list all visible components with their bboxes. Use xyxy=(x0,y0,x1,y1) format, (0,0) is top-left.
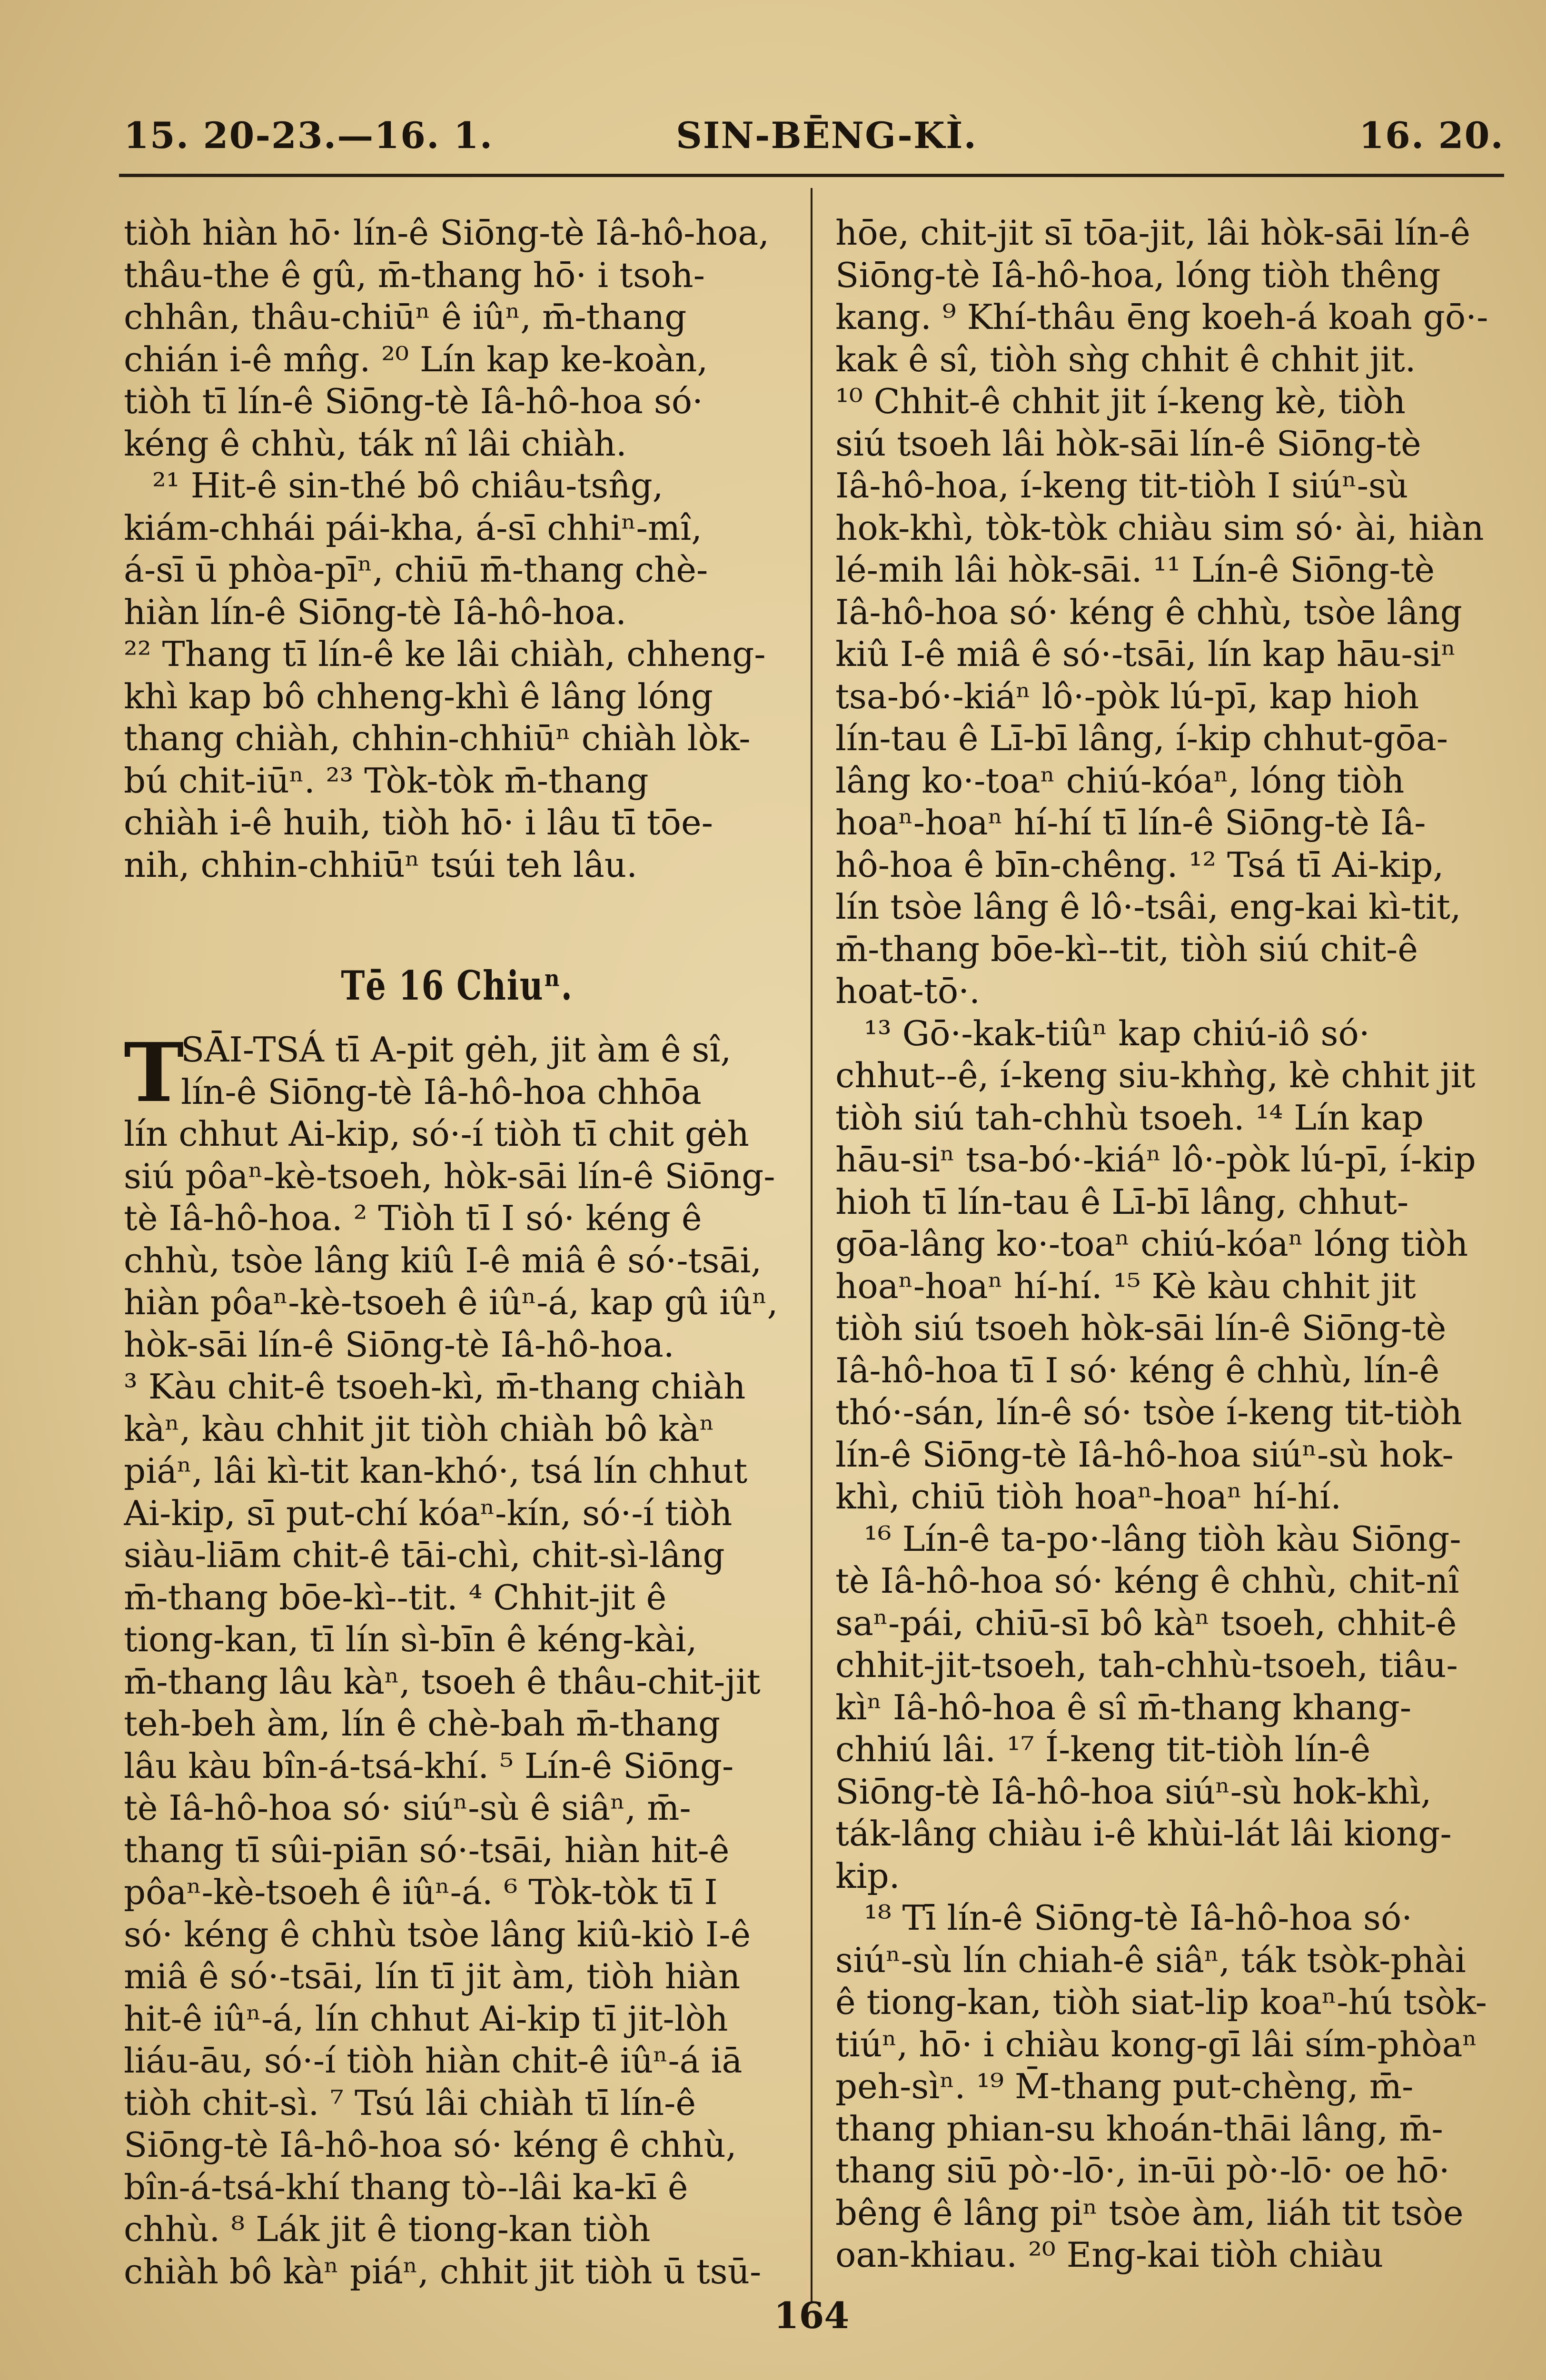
text-line: hiàn pôaⁿ-kè-tsoeh ê iûⁿ-á, kap gû iûⁿ, xyxy=(124,1282,778,1322)
right-column xyxy=(835,212,1502,2276)
header-rule xyxy=(119,174,1504,177)
drop-cap-lines xyxy=(124,1025,790,1121)
text-line: tè Iâ-hô-hoa só· siúⁿ-sù ê siâⁿ, m̄- xyxy=(124,1788,691,1828)
text-line: saⁿ-pái, chiū-sī bô kàⁿ tsoeh, chhit-ê xyxy=(835,1603,1457,1643)
page-number: 164 xyxy=(773,2294,850,2337)
text-line: siú pôaⁿ-kè-tsoeh, hòk-sāi lín-ê Siōng- xyxy=(124,1156,775,1196)
text-line: tiòh siú tsoeh hòk-sāi lín-ê Siōng-tè xyxy=(835,1308,1447,1348)
text-line: peh-sìⁿ. ¹⁹ M̄-thang put-chèng, m̄- xyxy=(835,2066,1414,2106)
text-line: só· kéng ê chhù tsòe lâng kiû-kiò I-ê xyxy=(124,1914,751,1954)
text-line: chhiú lâi. ¹⁷ Í-keng tit-tiòh lín-ê xyxy=(835,1729,1371,1769)
text-line: siú tsoeh lâi hòk-sāi lín-ê Siōng-tè xyxy=(835,423,1421,464)
text-line: chiàh bô kàⁿ piáⁿ, chhit jit tiòh ū tsū- xyxy=(124,2251,762,2291)
text-line: Iâ-hô-hoa só· kéng ê chhù, tsòe lâng xyxy=(835,592,1462,632)
text-line: lín-tau ê Lī-bī lâng, í-kip chhut-gōa- xyxy=(835,718,1448,758)
text-line: lín-ê Siōng-tè Iâ-hô-hoa siúⁿ-sù hok- xyxy=(835,1434,1454,1475)
text-line: Siōng-tè Iâ-hô-hoa siúⁿ-sù hok-khì, xyxy=(835,1771,1432,1812)
text-line: bú chit-iūⁿ. ²³ Tòk-tòk m̄-thang xyxy=(124,760,649,801)
text-line: tiòh chit-sì. ⁷ Tsú lâi chiàh tī lín-ê xyxy=(124,2082,696,2123)
text-line: khì, chiū tiòh hoaⁿ-hoaⁿ hí-hí. xyxy=(835,1477,1342,1517)
text-line: kéng ê chhù, ták nî lâi chiàh. xyxy=(124,423,627,464)
left-column xyxy=(124,212,790,2292)
text-line: tiòh hiàn hō· lín-ê Siōng-tè Iâ-hô-hoa, xyxy=(124,213,770,253)
header-verse-range-right: 16. 20. xyxy=(1359,114,1504,157)
text-line: lâu kàu bîn-á-tsá-khí. ⁵ Lín-ê Siōng- xyxy=(124,1745,734,1786)
text-line: gōa-lâng ko·-toaⁿ chiú-kóaⁿ lóng tiòh xyxy=(835,1224,1468,1264)
text-line: lé-mih lâi hòk-sāi. ¹¹ Lín-ê Siōng-tè xyxy=(835,550,1435,590)
text-line: lâng ko·-toaⁿ chiú-kóaⁿ, lóng tiòh xyxy=(835,760,1405,801)
text-line: hòk-sāi lín-ê Siōng-tè Iâ-hô-hoa. xyxy=(124,1324,674,1365)
text-line: bêng ê lâng piⁿ tsòe àm, liáh tit tsòe xyxy=(835,2192,1464,2233)
left-column-text-before xyxy=(124,212,790,886)
chapter-heading: Tē 16 Chiuⁿ. xyxy=(341,962,573,1009)
text-line: hô-hoa ê bīn-chêng. ¹² Tsá tī Ai-kip, xyxy=(835,844,1444,885)
text-line: siàu-liām chit-ê tāi-chì, chit-sì-lâng xyxy=(124,1535,725,1575)
text-line: lín-ê Siōng-tè Iâ-hô-hoa chhōa xyxy=(181,1071,702,1112)
text-line: hoaⁿ-hoaⁿ hí-hí tī lín-ê Siōng-tè Iâ- xyxy=(835,803,1426,843)
text-line: SĀI-TSÁ tī A-pit gėh, jit àm ê sî, xyxy=(181,1030,732,1070)
text-line: kang. ⁹ Khí-thâu ēng koeh-á koah gō·- xyxy=(835,297,1488,337)
text-line: hiàn lín-ê Siōng-tè Iâ-hô-hoa. xyxy=(124,592,627,632)
running-header xyxy=(124,114,1504,171)
text-line: kiám-chhái pái-kha, á-sī chhiⁿ-mî, xyxy=(124,507,703,548)
text-line: chhù, tsòe lâng kiû I-ê miâ ê só·-tsāi, xyxy=(124,1240,762,1280)
text-line: ¹⁸ Tī lín-ê Siōng-tè Iâ-hô-hoa só· xyxy=(864,1898,1413,1938)
text-line: thó·-sán, lín-ê só· tsòe í-keng tit-tiòh xyxy=(835,1392,1462,1432)
text-line: tiòh siú tah-chhù tsoeh. ¹⁴ Lín kap xyxy=(835,1097,1424,1138)
text-line: piáⁿ, lâi kì-tit kan-khó·, tsá lín chhut xyxy=(124,1451,748,1491)
text-line: lín tsòe lâng ê lô·-tsâi, eng-kai kì-tit, xyxy=(835,887,1461,927)
text-line: chhân, thâu-chiūⁿ ê iûⁿ, m̄-thang xyxy=(124,297,687,337)
text-line: lín chhut Ai-kip, só·-í tiòh tī chit gėh xyxy=(124,1114,749,1154)
text-line: m̄-thang lâu kàⁿ, tsoeh ê thâu-chit-jit xyxy=(124,1661,761,1702)
text-line: kip. xyxy=(835,1855,900,1896)
text-line: Iâ-hô-hoa, í-keng tit-tiòh I siúⁿ-sù xyxy=(835,466,1408,506)
text-line: ták-lâng chiàu i-ê khùi-lát lâi kiong- xyxy=(835,1814,1452,1854)
text-line: ³ Kàu chit-ê tsoeh-kì, m̄-thang chiàh xyxy=(124,1367,746,1407)
text-line: tiúⁿ, hō· i chiàu kong-gī lâi sím-phòaⁿ xyxy=(835,2024,1477,2064)
text-line: chhit-jit-tsoeh, tah-chhù-tsoeh, tiâu- xyxy=(835,1645,1458,1685)
text-line: kàⁿ, kàu chhit jit tiòh chiàh bô kàⁿ xyxy=(124,1408,714,1449)
text-line: ê tiong-kan, tiòh siat-lip koaⁿ-hú tsòk- xyxy=(835,1982,1487,2022)
text-line: thang tī sûi-piān só·-tsāi, hiàn hit-ê xyxy=(124,1830,730,1870)
text-line: hōe, chit-jit sī tōa-jit, lâi hòk-sāi lín-ê xyxy=(835,213,1471,253)
text-line: hit-ê iûⁿ-á, lín chhut Ai-kip tī jit-lòh xyxy=(124,1998,728,2039)
text-line: tiong-kan, tī lín sì-bīn ê kéng-kài, xyxy=(124,1619,697,1659)
drop-cap: T xyxy=(124,1025,184,1121)
text-line: thang phian-su khoán-thāi lâng, m̄- xyxy=(835,2108,1443,2149)
drop-cap-paragraph xyxy=(124,1025,790,1121)
text-line: thang chiàh, chhin-chhiūⁿ chiàh lòk- xyxy=(124,718,751,758)
text-line: ¹⁰ Chhit-ê chhit jit í-keng kè, tiòh xyxy=(835,381,1406,421)
left-column-text-after xyxy=(124,1113,790,2292)
text-line: hāu-siⁿ tsa-bó·-kiáⁿ lô·-pòk lú-pī, í-kip xyxy=(835,1140,1476,1180)
text-line: ¹⁶ Lín-ê ta-po·-lâng tiòh kàu Siōng- xyxy=(864,1518,1461,1559)
text-line: bîn-á-tsá-khí thang tò--lâi ka-kī ê xyxy=(124,2167,688,2207)
right-column-text xyxy=(835,212,1502,2276)
text-line: chhut--ê, í-keng siu-khǹg, kè chhit jit xyxy=(835,1055,1476,1095)
text-line: liáu-āu, só·-í tiòh hiàn chit-ê iûⁿ-á iā xyxy=(124,2041,743,2081)
text-line: Iâ-hô-hoa tī I só· kéng ê chhù, lín-ê xyxy=(835,1350,1440,1390)
text-line: ²² Thang tī lín-ê ke lâi chiàh, chheng- xyxy=(124,634,766,674)
chapter-gap xyxy=(124,886,790,943)
text-line: tsa-bó·-kiáⁿ lô·-pòk lú-pī, kap hioh xyxy=(835,676,1419,716)
header-verse-range-left: 15. 20-23.—16. 1. xyxy=(124,114,494,157)
text-line: tè Iâ-hô-hoa. ² Tiòh tī I só· kéng ê xyxy=(124,1198,702,1238)
text-line: m̄-thang bōe-kì--tit, tiòh siú chit-ê xyxy=(835,929,1418,969)
header-book-title: SIN-BĒNG-KÌ. xyxy=(676,114,978,157)
text-line: chián i-ê mn̂g. ²⁰ Lín kap ke-koàn, xyxy=(124,339,708,379)
text-line: tè Iâ-hô-hoa só· kéng ê chhù, chit-nî xyxy=(835,1561,1459,1601)
text-line: pôaⁿ-kè-tsoeh ê iûⁿ-á. ⁶ Tòk-tòk tī I xyxy=(124,1872,718,1912)
text-line: miâ ê só·-tsāi, lín tī jit àm, tiòh hiàn xyxy=(124,1956,741,1996)
text-line: ¹³ Gō·-kak-tiûⁿ kap chiú-iô só· xyxy=(864,1013,1370,1053)
text-line: oan-khiau. ²⁰ Eng-kai tiòh chiàu xyxy=(835,2235,1384,2275)
text-line: chhù. ⁸ Lák jit ê tiong-kan tiòh xyxy=(124,2209,651,2249)
text-line: m̄-thang bōe-kì--tit. ⁴ Chhit-jit ê xyxy=(124,1577,667,1617)
text-line: Siōng-tè Iâ-hô-hoa, lóng tiòh thêng xyxy=(835,255,1441,295)
text-line: tiòh tī lín-ê Siōng-tè Iâ-hô-hoa só· xyxy=(124,381,704,421)
text-line: teh-beh àm, lín ê chè-bah m̄-thang xyxy=(124,1704,721,1744)
text-line: khì kap bô chheng-khì ê lâng lóng xyxy=(124,676,713,716)
text-line: kak ê sî, tiòh sǹg chhit ê chhit jit. xyxy=(835,339,1416,379)
text-line: thang siū pò·-lō·, in-ūi pò·-lō· oe hō· xyxy=(835,2151,1450,2191)
text-line: Ai-kip, sī put-chí kóaⁿ-kín, só·-í tiòh xyxy=(124,1493,733,1533)
text-line: kìⁿ Iâ-hô-hoa ê sî m̄-thang khang- xyxy=(835,1687,1412,1727)
text-line: chiàh i-ê huih, tiòh hō· i lâu tī tōe- xyxy=(124,803,713,843)
text-line: hok-khì, tòk-tòk chiàu sim só· ài, hiàn xyxy=(835,507,1484,548)
text-line: siúⁿ-sù lín chiah-ê siâⁿ, ták tsòk-phài xyxy=(835,1940,1466,1980)
text-line: Siōng-tè Iâ-hô-hoa só· kéng ê chhù, xyxy=(124,2125,737,2165)
text-line: nih, chhin-chhiūⁿ tsúi teh lâu. xyxy=(124,844,638,885)
column-divider xyxy=(811,188,813,2301)
text-line: ²¹ Hit-ê sin-thé bô chiâu-tsn̂g, xyxy=(152,466,664,506)
text-line: hoat-tō·. xyxy=(835,971,980,1011)
text-line: á-sī ū phòa-pīⁿ, chiū m̄-thang chè- xyxy=(124,550,708,590)
text-line: hoaⁿ-hoaⁿ hí-hí. ¹⁵ Kè kàu chhit jit xyxy=(835,1266,1416,1306)
text-line: kiû I-ê miâ ê só·-tsāi, lín kap hāu-siⁿ xyxy=(835,634,1456,674)
text-line: thâu-the ê gû, m̄-thang hō· i tsoh- xyxy=(124,255,705,295)
text-line: hioh tī lín-tau ê Lī-bī lâng, chhut- xyxy=(835,1181,1409,1222)
